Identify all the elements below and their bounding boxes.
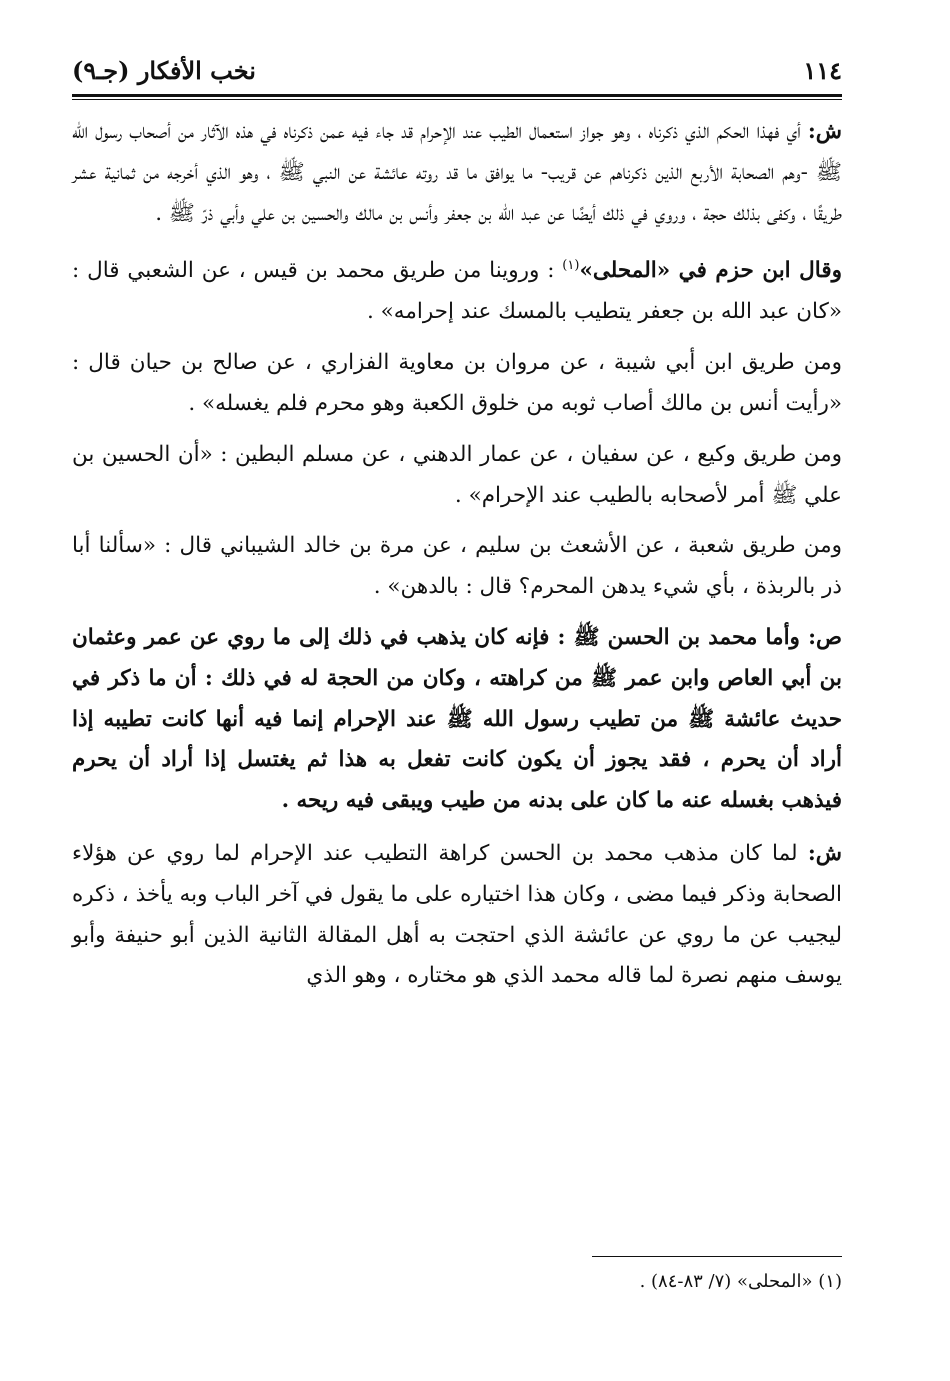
paragraph-text: ومن طريق وكيع ، عن سفيان ، عن عمار الدهني ، عن مسلم البطين : «أن الحسين بن علي ﷺ أمر لأصحابه بالطيب عند الإحرام» . <box>72 441 842 508</box>
main-text <box>72 112 842 1009</box>
paragraph-lead: ش: <box>807 119 842 144</box>
paragraph-text: وأما محمد بن الحسن ﷺ : فإنه كان يذهب في ذلك إلى ما روي عن عمر وعثمان بن أبي العاص وابن عمر ﷺ من كراهته ، وكان من الحجة له في ذلك : أن ما ذكر في حديث عائشة ﷺ من تطيب رسول الله ﷺ عند الإحرام إنما فيه أنها كانت تطيبه إذا أراد أن يحرم ، فقد يجوز أن يكون كانت تفعل به هذا ثم يغتسل إذا أراد أن يحرم فيذهب بغسله عنه ما كان على بدنه من طيب ويبقى فيه ريحه . <box>72 624 842 814</box>
footnote-rule <box>592 1256 842 1257</box>
paragraph-2 <box>72 246 842 333</box>
bold-paragraph <box>72 618 842 822</box>
page-number: ١١٤ <box>803 55 842 85</box>
paragraph-lead: ص: <box>808 624 843 650</box>
paragraph-text: أي فهذا الحكم الذي ذكرناه ، وهو جواز استعمال الطيب عند الإحرام قد جاء فيه عمن ذكرناه في هذه الآثار من أصحاب رسول الله ﷺ -وهم الصحابة الأربع الذين ذكرناهم عن قريب- ما يوافق ما قد روته عائشة عن النبي ﷺ ، وهو الذي أخرجه من ثمانية عشر طريقًا ، وكفى بذلك حجة ، وروي في ذلك أيضًا عن عبد الله بن جعفر وأنس بن مالك والحسين بن علي وأبي ذرّ ﷺ . <box>72 119 842 226</box>
paragraph-text: : وروينا من طريق محمد بن قيس ، عن الشعبي قال : «كان عبد الله بن جعفر يتطيب بالمسك عند إحرامه» . <box>72 258 842 325</box>
paragraph-lead: وقال ابن حزم في «المحلى» <box>579 258 842 284</box>
paragraph-text: لما كان مذهب محمد بن الحسن كراهة التطيب عند الإحرام لما روي عن هؤلاء الصحابة وذكر فيما مضى ، وكان هذا اختياره على ما يقول في آخر الباب وبه يأخذ ، ذكره ليجيب عن ما روي عن عائشة الذي احتجت به أهل المقالة الثانية الذين أبو حنيفة وأبو يوسف منهم نصرة لما قاله محمد الذي هو مختاره ، وهو الذي <box>72 840 842 989</box>
paragraph-5 <box>72 526 842 608</box>
paragraph-3 <box>72 343 842 425</box>
paragraph-text: ومن طريق شعبة ، عن الأشعث بن سليم ، عن مرة بن خالد الشيباني قال : «سألنا أبا ذر بالربذة ، بأي شيء يدهن المحرم؟ قال : بالدهن» . <box>72 533 842 600</box>
book-title: نخب الأفكار (جـ٩) <box>72 55 256 85</box>
paragraph-1 <box>72 112 842 234</box>
header-rule <box>72 94 842 97</box>
header-rule-thin <box>72 99 842 100</box>
paragraph-4 <box>72 435 842 517</box>
paragraph-lead: ش: <box>807 840 842 866</box>
page-header <box>72 50 842 90</box>
footnote-ref[interactable]: (١) <box>562 258 580 274</box>
footnote: (١) «المحلى» (٧/ ٨٣-٨٤) . <box>639 1271 842 1292</box>
paragraph-text: ومن طريق ابن أبي شيبة ، عن مروان بن معاوية الفزاري ، عن صالح بن حيان قال : «رأيت أنس بن مالك أصاب ثوبه من خلوق الكعبة وهو محرم فلم يغسله» . <box>72 350 842 416</box>
last-paragraph <box>72 834 842 997</box>
